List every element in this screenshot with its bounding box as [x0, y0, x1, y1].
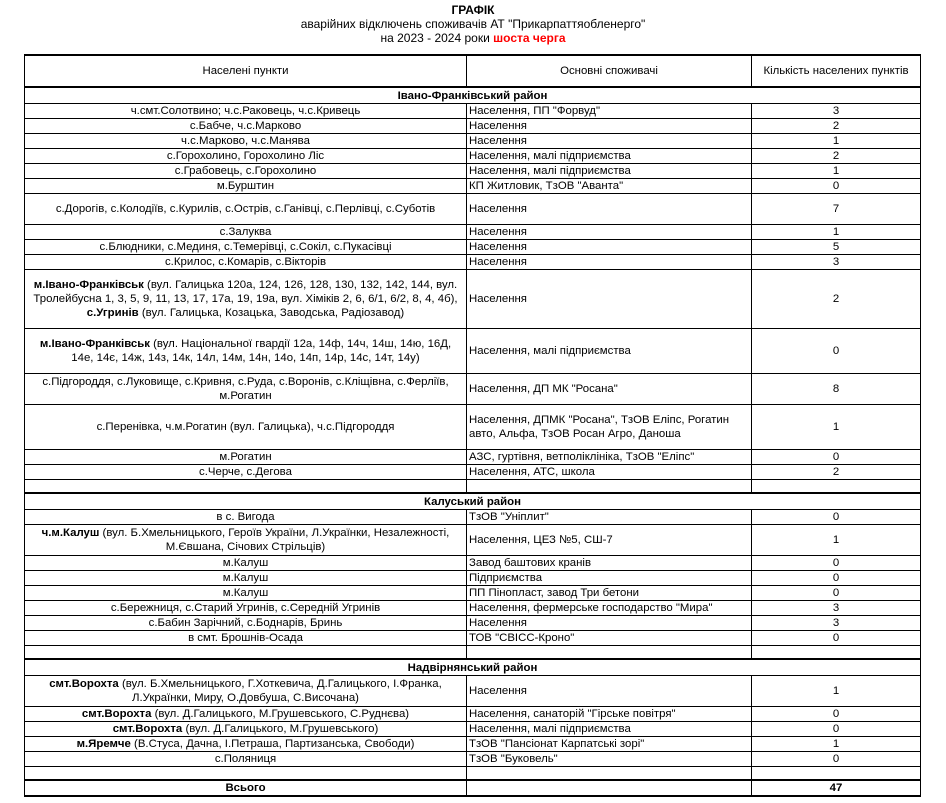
table-row	[25, 119, 921, 134]
consumers-cell: Населення	[467, 240, 752, 255]
count-cell: 1	[752, 525, 921, 556]
city-name: м.Івано-Франківськ	[39, 338, 150, 350]
count-cell: 0	[752, 631, 921, 646]
empty-cell	[467, 480, 752, 494]
table-row	[25, 525, 921, 556]
consumers-cell: ТзОВ "Буковель"	[467, 752, 752, 767]
consumers-cell: Підприємства	[467, 571, 752, 586]
city-name: м.Івано-Франківськ	[33, 279, 144, 291]
outage-schedule-table	[24, 54, 921, 797]
count-cell: 3	[752, 255, 921, 270]
table-row	[25, 255, 921, 270]
consumers-cell: Населення	[467, 194, 752, 225]
empty-cell	[467, 767, 752, 781]
total-label: Всього	[25, 780, 467, 796]
consumers-cell: Населення, малі підприємства	[467, 164, 752, 179]
count-cell: 1	[752, 164, 921, 179]
count-cell: 0	[752, 722, 921, 737]
table-row	[25, 374, 921, 405]
streets-text: (В.Стуса, Дачна, І.Петраша, Партизанська, Свободи)	[130, 738, 415, 750]
district-header-row	[25, 493, 921, 510]
document-period	[0, 31, 946, 45]
table-row	[25, 194, 921, 225]
table-row	[25, 164, 921, 179]
table-header-row	[25, 55, 921, 87]
count-cell: 2	[752, 270, 921, 329]
settlements-cell	[25, 737, 467, 752]
consumers-cell: ПП Пінопласт, завод Три бетони	[467, 586, 752, 601]
table-row	[25, 225, 921, 240]
table-row	[25, 465, 921, 480]
settlements-cell: с.Поляниця	[25, 752, 467, 767]
table-row	[25, 104, 921, 119]
district-name: Надвірнянський район	[25, 659, 921, 676]
column-header-settlements: Населені пункти	[25, 55, 467, 87]
city-name: смт.Ворохта	[49, 678, 119, 690]
table-row	[25, 586, 921, 601]
streets-text: (вул. Галицька 120а, 124, 126, 128, 130, 132, 142, 144, вул. Тролейбусна 1, 3, 5, 9, 11, 13, 17, 17а, 19, 19а, вул. Хіміків 2, 6, 6/1, 6/2, 8, 4, 4б),	[33, 279, 458, 305]
table-row	[25, 149, 921, 164]
empty-cell	[25, 480, 467, 494]
consumers-cell: Населення, ЦЕЗ №5, СШ-7	[467, 525, 752, 556]
count-cell: 0	[752, 586, 921, 601]
consumers-cell: ТзОВ "Уніплит"	[467, 510, 752, 525]
consumers-cell: Населення, малі підприємства	[467, 329, 752, 374]
district-name: Калуський район	[25, 493, 921, 510]
consumers-cell: Населення, ПП "Форвуд"	[467, 104, 752, 119]
spacer-row	[25, 646, 921, 660]
count-cell: 7	[752, 194, 921, 225]
settlements-cell: с.Грабовець, с.Горохолино	[25, 164, 467, 179]
consumers-cell: Населення, фермерське господарство "Мира"	[467, 601, 752, 616]
table-row	[25, 405, 921, 450]
district-name: Івано-Франківський район	[25, 87, 921, 104]
consumers-cell: Населення, ДП МК "Росана"	[467, 374, 752, 405]
streets-text: (вул. Галицька, Козацька, Заводська, Радіозавод)	[138, 307, 405, 319]
consumers-cell: Населення	[467, 676, 752, 707]
city-name: ч.м.Калуш	[41, 527, 100, 539]
consumers-cell: Населення, санаторій "Гірське повітря"	[467, 707, 752, 722]
table-row	[25, 601, 921, 616]
consumers-cell: ТзОВ "Пансіонат Карпатські зорі"	[467, 737, 752, 752]
settlements-cell: с.Бабче, ч.с.Марково	[25, 119, 467, 134]
count-cell: 0	[752, 707, 921, 722]
consumers-cell: Населення	[467, 616, 752, 631]
consumers-cell: Населення, АТС, школа	[467, 465, 752, 480]
count-cell: 2	[752, 149, 921, 164]
count-cell: 1	[752, 225, 921, 240]
empty-cell	[467, 646, 752, 660]
table-row	[25, 134, 921, 149]
table-row	[25, 240, 921, 255]
table-row	[25, 329, 921, 374]
streets-text: (вул. Д.Галицького, М.Грушевського, С.Руднєва)	[151, 708, 410, 720]
count-cell: 1	[752, 405, 921, 450]
consumers-cell: Населення, ДПМК "Росана", ТзОВ Еліпс, Рогатин авто, Альфа, ТзОВ Росан Агро, Даноша	[467, 405, 752, 450]
table-row	[25, 707, 921, 722]
total-empty-cell	[467, 780, 752, 796]
settlements-cell: с.Перенівка, ч.м.Рогатин (вул. Галицька), ч.с.Підгороддя	[25, 405, 467, 450]
settlements-cell	[25, 707, 467, 722]
settlements-cell	[25, 329, 467, 374]
table-row	[25, 722, 921, 737]
streets-text: (вул. Б.Хмельницького, Г.Хоткевича, Д.Галицького, І.Франка, Л.Українки, Миру, О.Довбуша, С.Височана)	[118, 678, 442, 704]
count-cell: 5	[752, 240, 921, 255]
column-header-count: Кількість населених пунктів	[752, 55, 921, 87]
table-row	[25, 737, 921, 752]
settlements-cell: м.Калуш	[25, 571, 467, 586]
city-name: м.Яремче	[76, 738, 131, 750]
table-row	[25, 556, 921, 571]
count-cell: 8	[752, 374, 921, 405]
settlements-cell	[25, 676, 467, 707]
empty-cell	[752, 646, 921, 660]
streets-text: (вул. Національної гвардії 12а, 14ф, 14ч, 14ш, 14ю, 16Д, 14е, 14є, 14ж, 14з, 14к, 14л, 14м, 14н, 14о, 14п, 14р, 14с, 14т, 14у)	[71, 338, 452, 364]
streets-text: (вул. Б.Хмельницького, Героїв України, Л.Українки, Незалежності, М.Євшана, Січових Стрільців)	[99, 527, 450, 553]
streets-text: (вул. Д.Галицького, М.Грушевського)	[182, 723, 379, 735]
settlements-cell: с.Бережниця, с.Старий Угринів, с.Середній Угринів	[25, 601, 467, 616]
consumers-cell: Населення	[467, 119, 752, 134]
count-cell: 0	[752, 571, 921, 586]
count-cell: 2	[752, 119, 921, 134]
consumers-cell: Населення, малі підприємства	[467, 722, 752, 737]
village-name: с.Угринів	[86, 307, 139, 319]
count-cell: 0	[752, 752, 921, 767]
empty-cell	[752, 480, 921, 494]
table-row	[25, 270, 921, 329]
column-header-consumers: Основні споживачі	[467, 55, 752, 87]
settlements-cell: с.Підгороддя, с.Луковище, с.Кривня, с.Руда, с.Воронів, с.Кліщівна, с.Ферліїв, м.Рогатин	[25, 374, 467, 405]
consumers-cell: Населення, малі підприємства	[467, 149, 752, 164]
consumers-cell: ТОВ "СВІСС-Кроно"	[467, 631, 752, 646]
consumers-cell: Населення	[467, 225, 752, 240]
total-count: 47	[752, 780, 921, 796]
settlements-cell	[25, 270, 467, 329]
city-name: смт.Ворохта	[81, 708, 152, 720]
table-row	[25, 179, 921, 194]
settlements-cell: в с. Вигода	[25, 510, 467, 525]
settlements-cell: ч.смт.Солотвино; ч.с.Раковець, ч.с.Кривець	[25, 104, 467, 119]
count-cell: 0	[752, 179, 921, 194]
count-cell: 1	[752, 676, 921, 707]
empty-cell	[25, 767, 467, 781]
table-row	[25, 616, 921, 631]
settlements-cell: в смт. Брошнів-Осада	[25, 631, 467, 646]
spacer-row	[25, 480, 921, 494]
table-row	[25, 631, 921, 646]
empty-cell	[752, 767, 921, 781]
settlements-cell: с.Крилос, с.Комарів, с.Вікторів	[25, 255, 467, 270]
city-name: смт.Ворохта	[112, 723, 183, 735]
schedule-page	[0, 3, 946, 803]
settlements-cell	[25, 525, 467, 556]
settlements-cell: м.Бурштин	[25, 179, 467, 194]
consumers-cell: Населення	[467, 270, 752, 329]
settlements-cell: с.Черче, с.Дегова	[25, 465, 467, 480]
table-row	[25, 676, 921, 707]
settlements-cell	[25, 722, 467, 737]
count-cell: 3	[752, 104, 921, 119]
table-body	[25, 87, 921, 796]
table-row	[25, 450, 921, 465]
count-cell: 3	[752, 601, 921, 616]
table-row	[25, 571, 921, 586]
consumers-cell: Населення	[467, 255, 752, 270]
queue-label: шоста черга	[493, 31, 566, 45]
count-cell: 0	[752, 450, 921, 465]
empty-cell	[25, 646, 467, 660]
total-row	[25, 780, 921, 796]
settlements-cell: м.Рогатин	[25, 450, 467, 465]
count-cell: 2	[752, 465, 921, 480]
consumers-cell: Населення	[467, 134, 752, 149]
count-cell: 1	[752, 737, 921, 752]
settlements-cell: с.Бабин Зарічний, с.Боднарів, Бринь	[25, 616, 467, 631]
count-cell: 3	[752, 616, 921, 631]
settlements-cell: с.Горохолино, Горохолино Ліс	[25, 149, 467, 164]
settlements-cell: с.Дорогів, с.Колодіїв, с.Курилів, с.Острів, с.Ганівці, с.Перлівці, с.Суботів	[25, 194, 467, 225]
district-header-row	[25, 659, 921, 676]
document-title: ГРАФІК	[451, 3, 495, 17]
settlements-cell: с.Блюдники, с.Мединя, с.Темерівці, с.Сокіл, с.Пукасівці	[25, 240, 467, 255]
district-header-row	[25, 87, 921, 104]
table-row	[25, 510, 921, 525]
consumers-cell: АЗС, гуртівня, ветполіклініка, ТзОВ "Еліпс"	[467, 450, 752, 465]
consumers-cell: КП Житловик, ТзОВ "Аванта"	[467, 179, 752, 194]
period-text: на 2023 - 2024 роки	[380, 31, 490, 45]
consumers-cell: Завод баштових кранів	[467, 556, 752, 571]
settlements-cell: м.Калуш	[25, 556, 467, 571]
settlements-cell: ч.с.Марково, ч.с.Манява	[25, 134, 467, 149]
count-cell: 0	[752, 329, 921, 374]
document-subtitle: аварійних відключень споживачів АТ "Прикарпаттяобленерго"	[300, 17, 646, 31]
count-cell: 1	[752, 134, 921, 149]
count-cell: 0	[752, 556, 921, 571]
table-row	[25, 752, 921, 767]
settlements-cell: с.Залуква	[25, 225, 467, 240]
count-cell: 0	[752, 510, 921, 525]
spacer-row	[25, 767, 921, 781]
settlements-cell: м.Калуш	[25, 586, 467, 601]
